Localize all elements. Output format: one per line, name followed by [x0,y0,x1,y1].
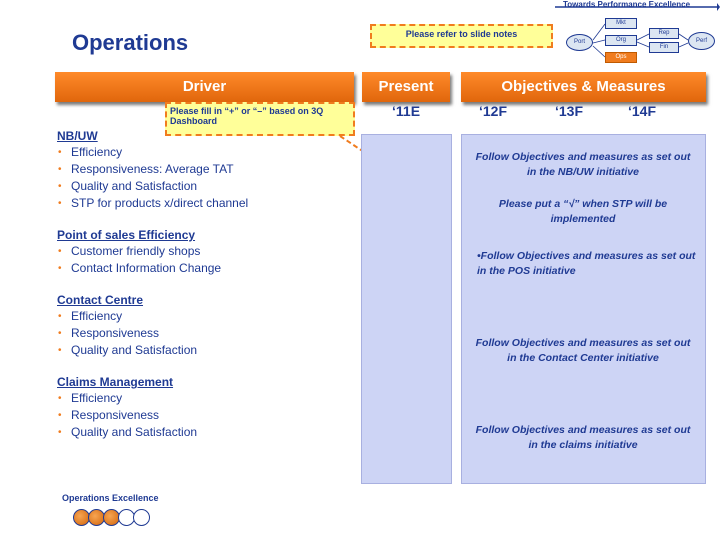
list-item: • Quality and Satisfaction [57,424,357,441]
section-contact-heading: Contact Centre [57,293,144,307]
year-14f: ‘14F [628,103,657,119]
header-present: Present [362,72,450,102]
list-item: • Responsiveness [57,325,357,342]
list-item: • Responsiveness [57,407,357,424]
header-driver: Driver [55,72,354,102]
objective-pos: •Follow Objectives and measures as set out in the POS initiative [477,250,696,277]
objective-contact: Follow Objectives and measures as set out in the Contact Center initiative [475,337,691,364]
node-org: Org [605,35,637,46]
progress-dot-empty [133,509,150,526]
objective-nbuw: Follow Objectives and measures as set out in the NB/UW initiative [475,151,691,178]
year-11e: ‘11E [392,103,421,119]
flow-title: Towards Performance Excellence [563,0,691,9]
footer-label: Operations Excellence [62,493,159,503]
section-pos-heading: Point of sales Efficiency [57,228,196,242]
node-rep: Rep [649,28,679,39]
header-objectives: Objectives & Measures [461,72,706,102]
performance-flow-diagram [555,0,720,66]
node-perf: Perf [688,32,715,50]
slide-notes-callout: Please refer to slide notes [370,24,553,48]
section-nbuw-heading: NB/UW [57,129,98,143]
node-mkt: Mkt [605,18,637,29]
list-item: • Quality and Satisfaction [57,342,357,359]
node-ops: Ops [605,52,637,63]
list-item: • Efficiency [57,144,357,161]
present-column[interactable] [361,134,452,484]
list-item: • Efficiency [57,390,357,407]
year-13f: ‘13F [555,103,584,119]
progress-dots [73,509,148,526]
list-item: • Contact Information Change [57,260,357,277]
list-item: • Efficiency [57,308,357,325]
list-item: • Quality and Satisfaction [57,178,357,195]
page-title: Operations [72,30,189,55]
list-item: • Customer friendly shops [57,243,357,260]
list-item: • STP for products x/direct channel [57,195,357,212]
year-12f: ‘12F [479,103,508,119]
objective-stp: Please put a “√” when STP will be implemented [498,198,668,225]
node-port: Port [566,34,593,51]
section-claims-heading: Claims Management [57,375,174,389]
objective-claims: Follow Objectives and measures as set out in the claims initiative [475,424,691,451]
drivers-list [57,129,357,441]
node-fin: Fin [649,42,679,53]
fill-in-callout: Please fill in “+” or “–” based on 3Q Dashboard [165,102,355,136]
list-item: • Responsiveness: Average TAT [57,161,357,178]
